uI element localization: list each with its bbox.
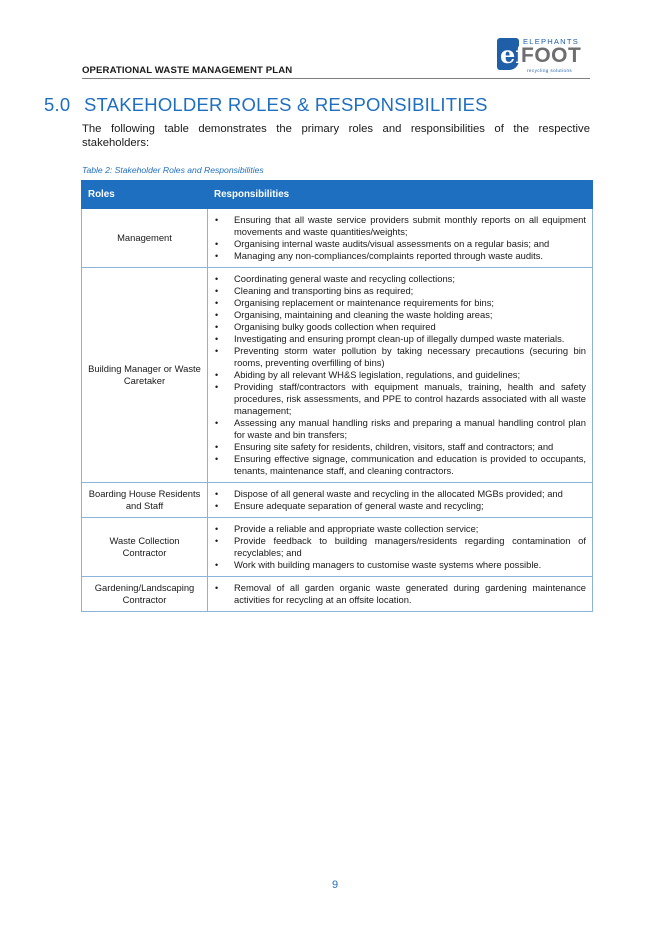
- section-heading: [44, 94, 488, 116]
- header-title: OPERATIONAL WASTE MANAGEMENT PLAN: [82, 65, 293, 76]
- responsibility-list: [212, 273, 586, 477]
- page-number: 9: [331, 879, 339, 891]
- logo-main-text: FOOT: [521, 44, 582, 67]
- role-cell: Building Manager or Waste Caretaker: [82, 268, 208, 483]
- logo-top-text: ELEPHANTS: [523, 37, 579, 46]
- header-divider: [82, 78, 590, 79]
- responsibility-item: • Organising replacement or maintenance requirements for bins;: [212, 297, 586, 309]
- responsibility-list: [212, 523, 586, 571]
- logo-mark-icon: [497, 38, 526, 70]
- intro-paragraph: The following table demonstrates the primary roles and responsibilities of the respective stakeholders:: [82, 123, 590, 149]
- table-caption: Table 2: Stakeholder Roles and Responsibilities: [82, 165, 264, 175]
- responsibility-item: • Cleaning and transporting bins as required;: [212, 285, 586, 297]
- responsibility-item: • Ensure adequate separation of general waste and recycling;: [212, 500, 586, 512]
- responsibility-item: • Preventing storm water pollution by taking necessary precautions (securing bin rooms, preventing overfilling of bins): [212, 345, 586, 369]
- responsibility-item: • Organising bulky goods collection when required: [212, 321, 586, 333]
- role-cell: Boarding House Residents and Staff: [82, 483, 208, 518]
- responsibilities-cell: [208, 483, 593, 518]
- responsibilities-cell: [208, 577, 593, 612]
- elephants-foot-logo: [497, 36, 591, 76]
- responsibility-item: • Ensuring site safety for residents, children, visitors, staff and contractors; and: [212, 441, 586, 453]
- table-row: [82, 483, 593, 518]
- section-title: STAKEHOLDER ROLES & RESPONSIBILITIES: [84, 94, 488, 115]
- logo-sub-text: recycling solutions: [527, 68, 573, 73]
- role-cell: Gardening/Landscaping Contractor: [82, 577, 208, 612]
- responsibility-item: • Work with building managers to customise waste systems where possible.: [212, 559, 586, 571]
- responsibility-item: • Assessing any manual handling risks and preparing a manual handling control plan for waste and bin transfers;: [212, 417, 586, 441]
- responsibilities-cell: [208, 268, 593, 483]
- responsibility-item: • Removal of all garden organic waste generated during gardening maintenance activities for recycling at an offsite location.: [212, 582, 586, 606]
- responsibility-item: • Coordinating general waste and recycling collections;: [212, 273, 586, 285]
- role-cell: Waste Collection Contractor: [82, 518, 208, 577]
- responsibility-item: • Organising internal waste audits/visual assessments on a regular basis; and: [212, 238, 586, 250]
- responsibility-item: • Ensuring effective signage, communication and education is provided to occupants, tenants, maintenance staff, and cleaning contractors.: [212, 453, 586, 477]
- responsibility-item: • Abiding by all relevant WH&S legislation, regulations, and guidelines;: [212, 369, 586, 381]
- table-row: [82, 209, 593, 268]
- responsibility-item: • Providing staff/contractors with equipment manuals, training, health and safety procedures, risk assessments, and PPE to control hazards associated with all waste management;: [212, 381, 586, 417]
- responsibility-item: • Provide feedback to building managers/residents regarding contamination of recyclables; and: [212, 535, 586, 559]
- responsibilities-cell: [208, 518, 593, 577]
- responsibility-list: [212, 582, 586, 606]
- header-responsibilities: Responsibilities: [208, 181, 593, 209]
- table-row: [82, 577, 593, 612]
- table-row: [82, 268, 593, 483]
- logo-mark-letter: ef: [500, 40, 526, 69]
- table-header-row: [82, 181, 593, 209]
- responsibility-list: [212, 488, 586, 512]
- roles-table-body: [82, 209, 593, 612]
- header-roles: Roles: [82, 181, 208, 209]
- responsibility-item: • Dispose of all general waste and recycling in the allocated MGBs provided; and: [212, 488, 586, 500]
- roles-table: [81, 180, 593, 612]
- responsibility-item: • Investigating and ensuring prompt clean-up of illegally dumped waste materials.: [212, 333, 586, 345]
- responsibilities-cell: [208, 209, 593, 268]
- responsibility-item: • Provide a reliable and appropriate waste collection service;: [212, 523, 586, 535]
- table-row: [82, 518, 593, 577]
- responsibility-item: • Ensuring that all waste service providers submit monthly reports on all equipment movements and waste quantities/weights;: [212, 214, 586, 238]
- responsibility-item: • Organising, maintaining and cleaning the waste holding areas;: [212, 309, 586, 321]
- role-cell: Management: [82, 209, 208, 268]
- responsibility-list: [212, 214, 586, 262]
- responsibility-item: • Managing any non-compliances/complaints reported through waste audits.: [212, 250, 586, 262]
- section-number: 5.0: [44, 94, 71, 115]
